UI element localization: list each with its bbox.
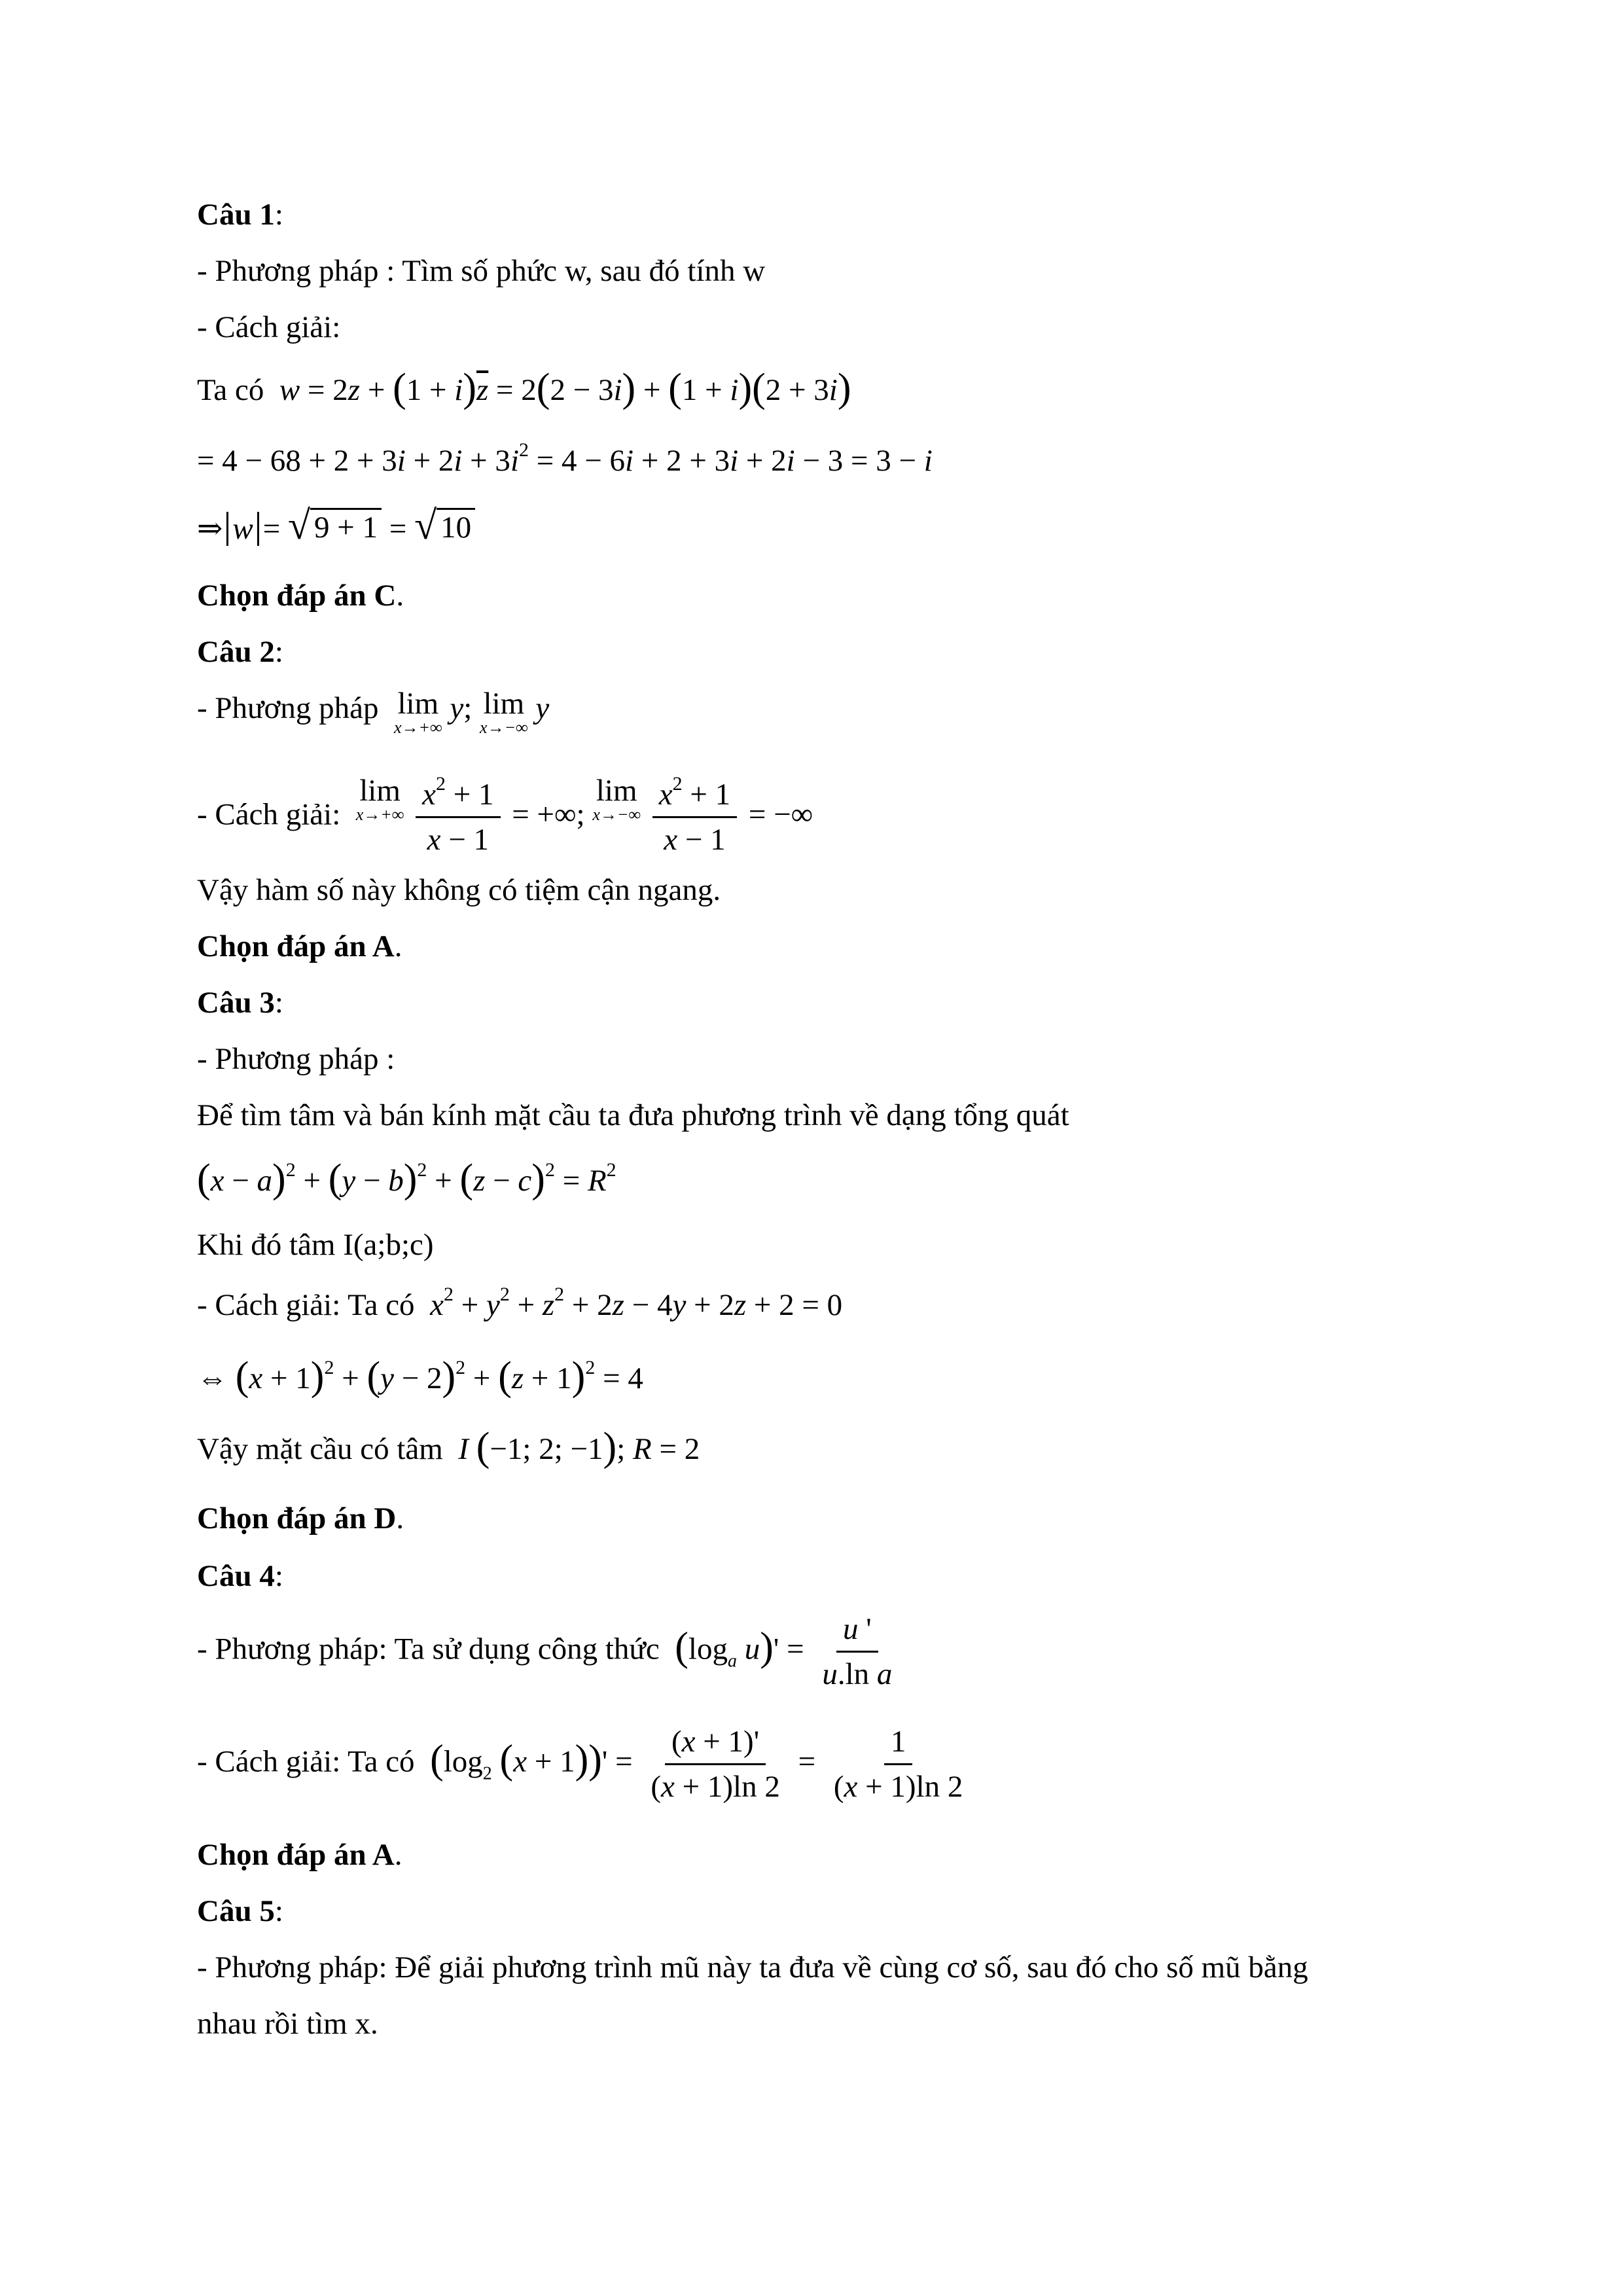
q3-solution: - Cách giải: Ta có $x^2 + y^2 + z^2 + 2z - 4y + 2z + 2 = 0$	[197, 1283, 843, 1322]
q2-title: Câu 2	[197, 635, 275, 669]
q3-title: Câu 3	[197, 986, 275, 1020]
q1-answer: Chọn đáp án C.	[197, 579, 404, 613]
q1-heading: Câu 1:	[197, 198, 283, 232]
q4-heading: Câu 4:	[197, 1559, 283, 1593]
q2-heading: Câu 2:	[197, 635, 283, 669]
q3-answer-letter: D	[374, 1501, 397, 1535]
q3-method-text: Để tìm tâm và bán kính mặt cầu ta đưa phương trình về dạng tổng quát	[197, 1098, 1069, 1132]
q5-method-line-2: nhau rồi tìm x.	[197, 2007, 378, 2041]
q3-equation: ⇔ $(x + 1)^2 + (y - 2)^2 + (z + 1)^2 = 4$	[197, 1354, 643, 1399]
q2-solution: - Cách giải: lim x→+∞ $\frac{x^2 + 1}{x - 1}$ = +∞; lim x→−∞ $\frac{x^2 + 1}{x - 1}$ = −∞	[197, 773, 813, 857]
q4-method: - Phương pháp: Ta sử dụng công thức ($\log_a$ u)' = $\frac{u '}{\text{u.ln a}}$	[197, 1610, 902, 1693]
q4-answer: Chọn đáp án A.	[197, 1838, 402, 1872]
q3-answer: Chọn đáp án D.	[197, 1501, 404, 1535]
q4-answer-letter: A	[372, 1838, 395, 1872]
q4-solution: - Cách giải: Ta có ($\log_2$ (x + 1))' = $\frac{(x + 1)'}{(x + 1)\ln 2}$ = $\frac{1}{(x + 1)\ln 2}$	[197, 1723, 973, 1806]
q1-equation-2: = $4 - 68 + 2 + 3i + 2i + 3i^2 = 4 - 6i + 2 + 3i + 2i - 3 = 3 - i$	[197, 439, 933, 478]
q1-ta-co: Ta có	[197, 373, 264, 407]
q1-title: Câu 1	[197, 198, 275, 232]
q1-solution-label: - Cách giải:	[197, 310, 341, 344]
q3-center-text: Khi đó tâm I(a;b;c)	[197, 1228, 434, 1262]
q3-general-form: $(x - a)^2 + (y - b)^2 + (z - c)^2 = R^2$	[197, 1157, 616, 1201]
q1-method: - Phương pháp : Tìm số phức w, sau đó tính w	[197, 254, 766, 288]
q3-method-label: - Phương pháp :	[197, 1042, 395, 1076]
q2-method: - Phương pháp lim x→+∞ y; lim x→−∞ y	[197, 687, 550, 737]
q1-equation-1: Ta có $w = 2z + (1 + i)\overline{z} = 2(2 - 3i) + (1 + i)(2 + 3i)$	[197, 366, 851, 410]
q2-answer: Chọn đáp án A.	[197, 929, 402, 963]
q1-equation-3: ⇒ w = √ 9 + 1 = √ 10	[197, 504, 475, 548]
q5-method-line-1: - Phương pháp: Để giải phương trình mũ này ta đưa về cùng cơ số, sau đó cho số mũ bằng	[197, 1950, 1308, 1984]
q4-title: Câu 4	[197, 1559, 275, 1593]
q1-answer-letter: C	[374, 579, 397, 613]
q2-conclusion: Vậy hàm số này không có tiệm cận ngang.	[197, 873, 721, 907]
q2-answer-letter: A	[372, 929, 395, 963]
q3-conclusion: Vậy mặt cầu có tâm I (−1; 2; −1); R = 2	[197, 1425, 700, 1469]
q5-heading: Câu 5:	[197, 1894, 283, 1928]
q5-title: Câu 5	[197, 1894, 275, 1928]
q3-heading: Câu 3:	[197, 986, 283, 1020]
